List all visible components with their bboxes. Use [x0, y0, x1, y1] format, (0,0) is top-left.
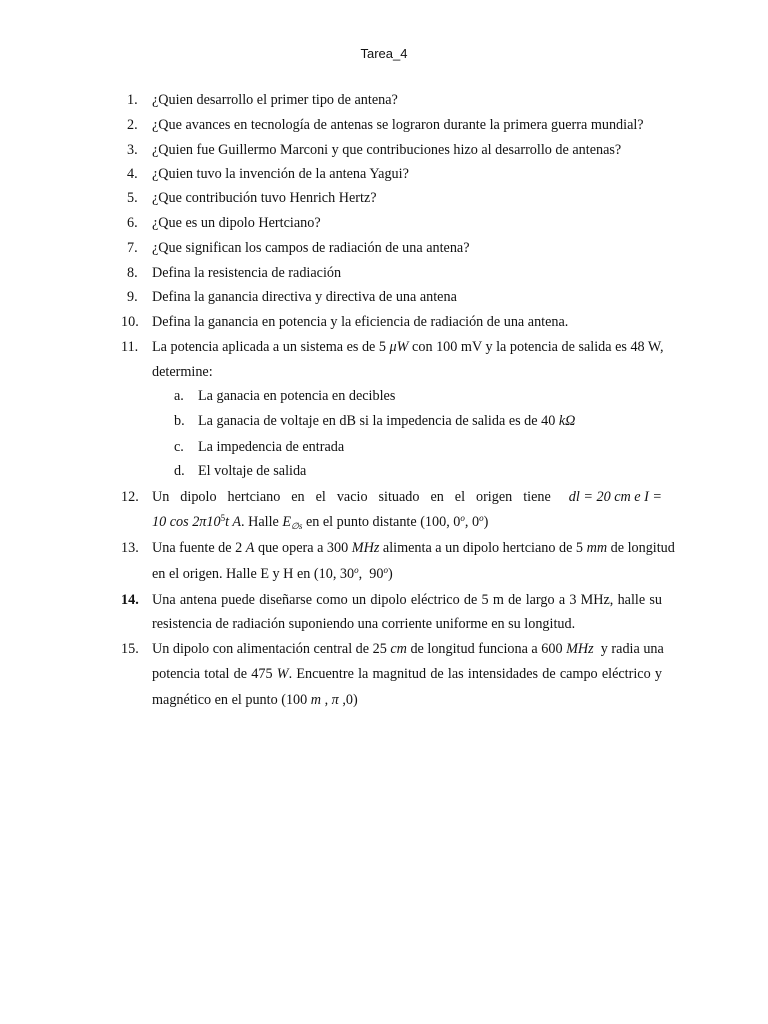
question-text-continued: en el origen. Halle E y H en (10, 30$^o$, 90$^o$) [152, 565, 393, 582]
question-text: Una fuente de 2 A que opera a 300 MHz alimenta a un dipolo hertciano de 5 mm de longitud [152, 540, 675, 556]
sub-item-letter: a. [174, 388, 184, 404]
question-number: 5. [127, 190, 138, 206]
question-text: ¿Quien fue Guillermo Marconi y que contribuciones hizo al desarrollo de antenas? [152, 142, 622, 158]
sub-item-letter: d. [174, 463, 185, 479]
question-text: Una antena puede diseñarse como un dipolo eléctrico de 5 m de largo a 3 MHz, halle su [152, 592, 662, 608]
question-text: ¿Quien tuvo la invención de la antena Yagui? [152, 166, 409, 182]
sub-item-text: La impedencia de entrada [198, 439, 345, 455]
question-number: 14. [121, 592, 139, 608]
question-text: Defina la ganancia en potencia y la eficiencia de radiación de una antena. [152, 314, 569, 330]
question-number: 15. [121, 641, 139, 657]
sub-item-text: La ganacia en potencia en decibles [198, 388, 396, 404]
question-text: Defina la resistencia de radiación [152, 265, 342, 281]
question-text-continued: resistencia de radiación suponiendo una corriente uniforme en su longitud. [152, 616, 576, 632]
question-text-continued: magnético en el punto (100 m , π ,0) [152, 692, 358, 708]
question-text-continued: determine: [152, 364, 213, 380]
question-number: 1. [127, 92, 138, 108]
sub-item-letter: b. [174, 413, 185, 429]
question-number: 11. [121, 339, 139, 355]
question-number: 3. [127, 142, 138, 158]
sub-item-text: El voltaje de salida [198, 463, 307, 479]
question-text: ¿Quien desarrollo el primer tipo de antena? [152, 92, 398, 108]
page-title: Tarea_4 [360, 46, 408, 61]
question-text: Defina la ganancia directiva y directiva de una antena [152, 289, 457, 305]
question-number: 7. [127, 240, 138, 256]
question-number: 6. [127, 215, 138, 231]
question-text-part: Un dipolo hertciano en el vacio situado en el origen tiene [152, 489, 551, 505]
question-text-continued: 10 $\cos 2\pi 10^5t$ A. Halle $E_{\emptyset s}$ en el punto distante (100, 0$^o$, 0$^o$) [152, 513, 489, 531]
question-number: 12. [121, 489, 139, 505]
question-text-continued: potencia total de 475 W. Encuentre la magnitud de las intensidades de campo eléctrico y [152, 666, 662, 682]
question-number: 4. [127, 166, 138, 182]
question-text [152, 489, 662, 506]
question-number: 8. [127, 265, 138, 281]
question-number: 13. [121, 540, 139, 556]
sub-item-letter: c. [174, 439, 184, 455]
question-text: Un dipolo con alimentación central de 25 cm de longitud funciona a 600 MHz y radia una [152, 641, 664, 657]
question-text: ¿Que contribución tuvo Henrich Hertz? [152, 190, 377, 206]
question-text: ¿Que avances en tecnología de antenas se lograron durante la primera guerra mundial? [152, 117, 644, 133]
question-text: La potencia aplicada a un sistema es de 5 μW con 100 mV y la potencia de salida es 48 W, [152, 339, 664, 355]
question-number: 9. [127, 289, 138, 305]
question-number: 2. [127, 117, 138, 133]
sub-item-text: La ganacia de voltaje en dB si la impedencia de salida es de 40 kΩ [198, 413, 576, 429]
math-expression: dl = 20 cm e I = [568, 489, 662, 505]
question-text: ¿Que es un dipolo Hertciano? [152, 215, 321, 231]
question-number: 10. [121, 314, 139, 330]
question-text: ¿Que significan los campos de radiación de una antena? [152, 240, 470, 256]
